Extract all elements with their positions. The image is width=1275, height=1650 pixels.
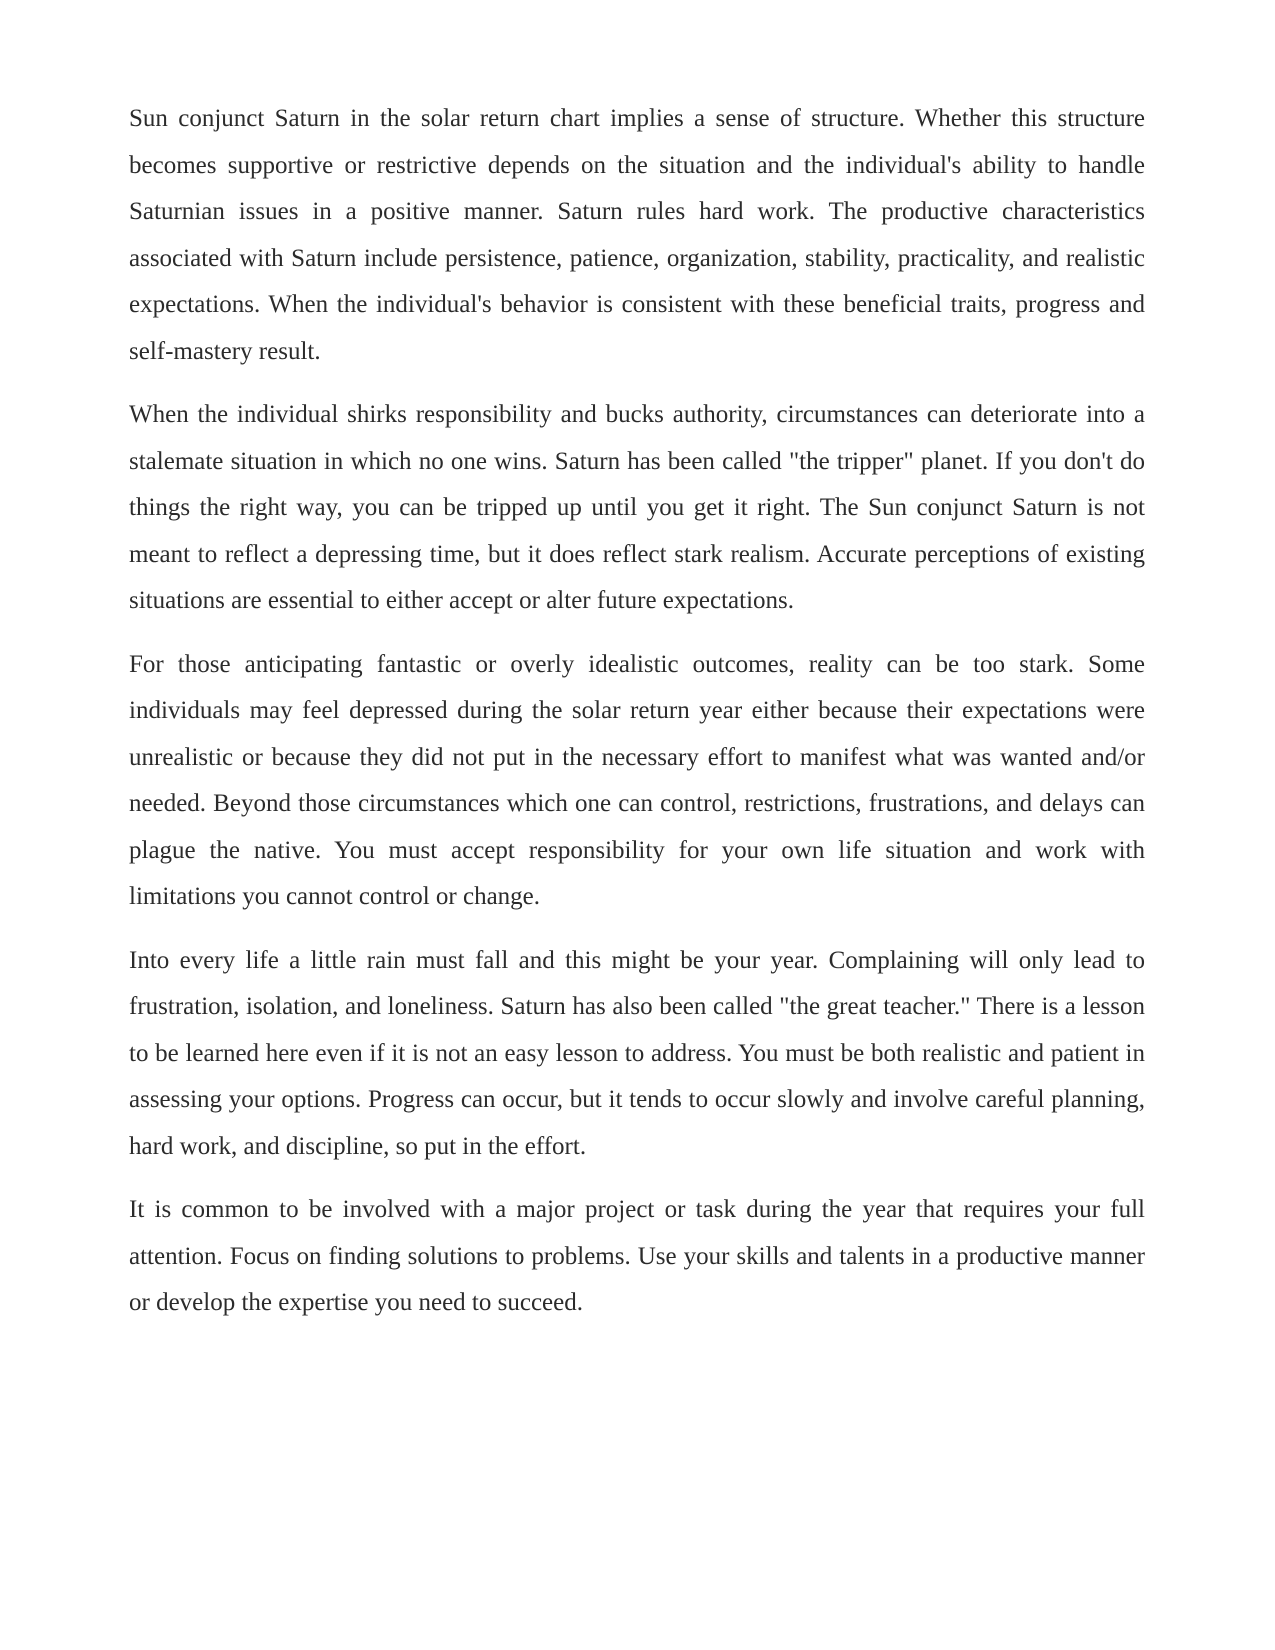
paragraph-2: When the individual shirks responsibility and bucks authority, circumstances can deteriorate into a stalemate situation in which no one wins. Saturn has been called "the tripper" planet. If you don't do things the right way, you can be tripped up until you get it right. The Sun conjunct Saturn is not meant to reflect a depressing time, but it does reflect stark realism. Accurate perceptions of existing situations are essential to either accept or alter future expectations. [129,401,1145,614]
paragraph-1: Sun conjunct Saturn in the solar return chart implies a sense of structure. Whether this structure becomes supportive or restrictive depends on the situation and the individual's ability to handle Saturnian issues in a positive manner. Saturn rules hard work. The productive characteristics associated with Saturn include persistence, patience, organization, stability, practicality, and realistic expectations. When the individual's behavior is consistent with these beneficial traits, progress and self-mastery result. [129,105,1145,365]
paragraph-4: Into every life a little rain must fall and this might be your year. Complaining will only lead to frustration, isolation, and loneliness. Saturn has also been called "the great teacher." There is a lesson to be learned here even if it is not an easy lesson to address. You must be both realistic and patient in assessing your options. Progress can occur, but it tends to occur slowly and involve careful planning, hard work, and discipline, so put in the effort. [129,946,1145,1160]
paragraph-3: For those anticipating fantastic or overly idealistic outcomes, reality can be too stark. Some individuals may feel depressed during the solar return year either because their expectations were unrealistic or because they did not put in the necessary effort to manifest what was wanted and/or needed. Beyond those circumstances which one can control, restrictions, frustrations, and delays can plague the native. You must accept responsibility for your own life situation and work with limitations you cannot control or change. [129,650,1145,910]
paragraph-5: It is common to be involved with a major project or task during the year that requires your full attention. Focus on finding solutions to problems. Use your skills and talents in a productive manner or develop the expertise you need to succeed. [129,1196,1145,1316]
document-body [129,96,1145,1344]
